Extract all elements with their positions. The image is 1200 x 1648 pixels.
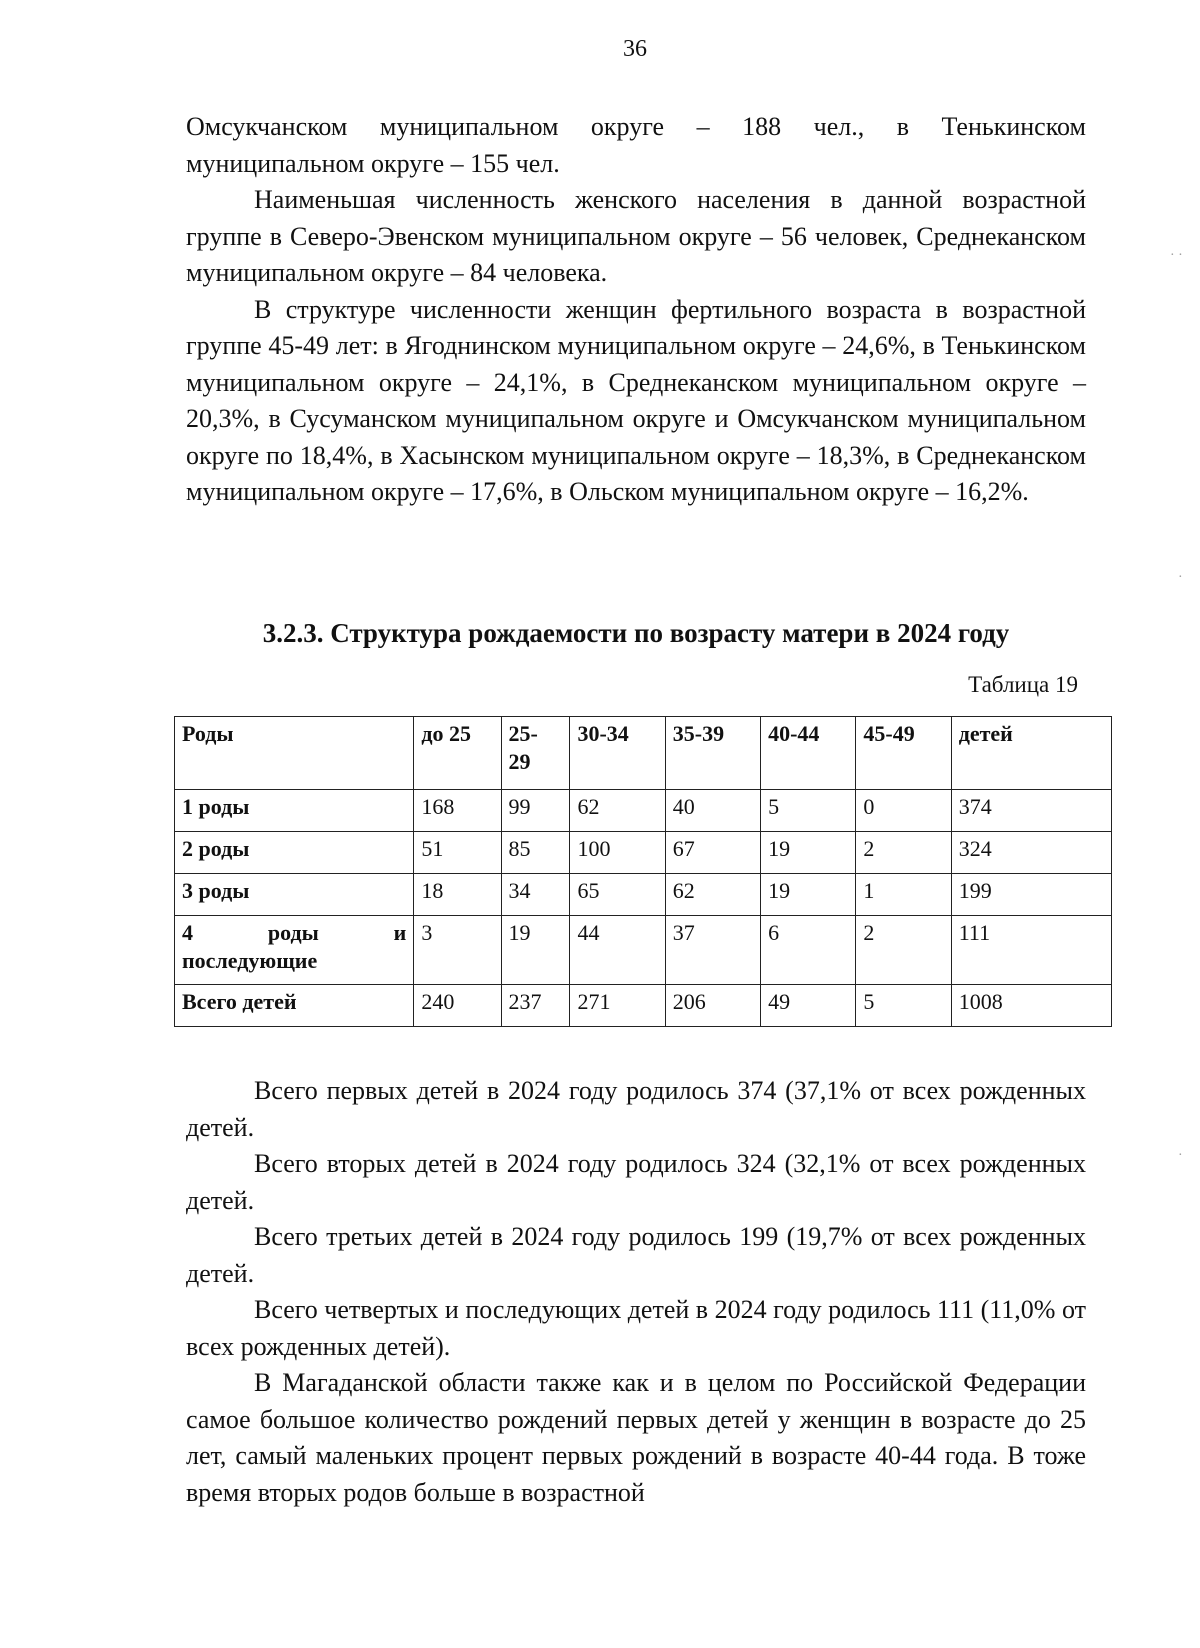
header-cell [501,717,570,790]
paragraph: Всего третьих детей в 2024 году родилось 199 (19,7% от всех рожденных детей. [186,1222,1086,1288]
page-number: 36 [623,36,647,62]
table-cell: 19 [761,874,856,916]
table-cell: 44 [570,916,665,985]
table-cell: 2 [856,832,951,874]
header-cell: 30-34 [570,717,665,790]
scan-speck: · [1178,1148,1183,1163]
top-text-block [186,109,1086,511]
table-cell: 65 [570,874,665,916]
row-label: 1 роды [175,790,414,832]
paragraph: Всего первых детей в 2024 году родилось 374 (37,1% от всех рожденных детей. [186,1076,1086,1142]
table-cell: 240 [414,985,501,1027]
row-label-line [182,919,406,947]
paragraph: Всего четвертых и последующих детей в 2024 году родилось 111 (11,0% от всех рожденных детей). [186,1295,1086,1361]
table-cell: 100 [570,832,665,874]
table-cell: 19 [501,916,570,985]
paragraph: Всего вторых детей в 2024 году родилось 324 (32,1% от всех рожденных детей. [186,1149,1086,1215]
table-cell: 0 [856,790,951,832]
header-cell: 45-49 [856,717,951,790]
table-cell: 85 [501,832,570,874]
table-cell: 5 [761,790,856,832]
paragraph: В Магаданской области также как и в целом по Российской Федерации самое большое количество рождений первых детей у женщин в возрасте до 25 лет, самый маленьких процент первых рождений в возрасте 40-44 года. В тоже время вторых родов больше в возрастной [186,1368,1086,1507]
header-cell: детей [951,717,1111,790]
header-cell: 35-39 [665,717,760,790]
table-row [175,874,1112,916]
table-row [175,916,1112,985]
table-cell: 6 [761,916,856,985]
row-label-word: и [393,920,407,945]
paragraph: В структуре численности женщин фертильного возраста в возрастной группе 45-49 лет: в Ягоднинском муниципальном округе – 24,6%, в Тенькинском муниципальном округе – 24,1%, в Среднеканском муниципальном округе – 20,3%, в Сусуманском муниципальном округе и Омсукчанском муниципальном округе по 18,4%, в Хасынском муниципальном округе – 18,3%, в Среднеканском муниципальном округе – 17,6%, в Ольском муниципальном округе – 16,2%. [186,294,1086,506]
table-cell: 62 [570,790,665,832]
header-cell: до 25 [414,717,501,790]
table-caption: Таблица 19 [968,672,1078,697]
table-cell: 1 [856,874,951,916]
table-row [175,832,1112,874]
paragraph: Наименьшая численность женского населения в данной возрастной группе в Северо-Эвенском муниципальном округе – 56 человек, Среднеканском муниципальном округе – 84 человека. [186,185,1086,287]
table-cell: 51 [414,832,501,874]
scan-speck: · · [1170,248,1183,263]
row-label [175,916,414,985]
bottom-text-block [186,1073,1086,1511]
table-cell: 374 [951,790,1111,832]
table-cell: 19 [761,832,856,874]
header-cell: Роды [175,717,414,790]
table-cell: 237 [501,985,570,1027]
scan-speck: · [1178,570,1183,585]
table-cell: 271 [570,985,665,1027]
table-cell: 206 [665,985,760,1027]
header-cell-line: 25- [508,721,538,746]
row-label: 2 роды [175,832,414,874]
table-header-row [175,717,1112,790]
row-label: 3 роды [175,874,414,916]
table-cell: 62 [665,874,760,916]
section-heading: 3.2.3. Структура рождаемости по возрасту матери в 2024 году [262,618,1010,648]
row-label: Всего детей [175,985,414,1027]
table-cell: 3 [414,916,501,985]
table-cell: 18 [414,874,501,916]
row-label-word: 4 [182,920,193,945]
table-cell: 99 [501,790,570,832]
header-cell: 40-44 [761,717,856,790]
header-cell-line: 29 [508,749,531,774]
table-cell: 49 [761,985,856,1027]
table-cell: 324 [951,832,1111,874]
table-cell: 2 [856,916,951,985]
table-row [175,790,1112,832]
table-cell: 40 [665,790,760,832]
table-cell: 37 [665,916,760,985]
table-total-row [175,985,1112,1027]
table-cell: 1008 [951,985,1111,1027]
table-cell: 34 [501,874,570,916]
table-cell: 199 [951,874,1111,916]
row-label-line: последующие [182,948,318,973]
table-cell: 67 [665,832,760,874]
table-cell: 111 [951,916,1111,985]
row-label-word: роды [267,920,319,945]
table-cell: 5 [856,985,951,1027]
births-by-mother-age-table [174,716,1112,1027]
table-cell: 168 [414,790,501,832]
paragraph: Омсукчанском муниципальном округе – 188 чел., в Тенькинском муниципальном округе – 155 чел. [186,112,1086,178]
